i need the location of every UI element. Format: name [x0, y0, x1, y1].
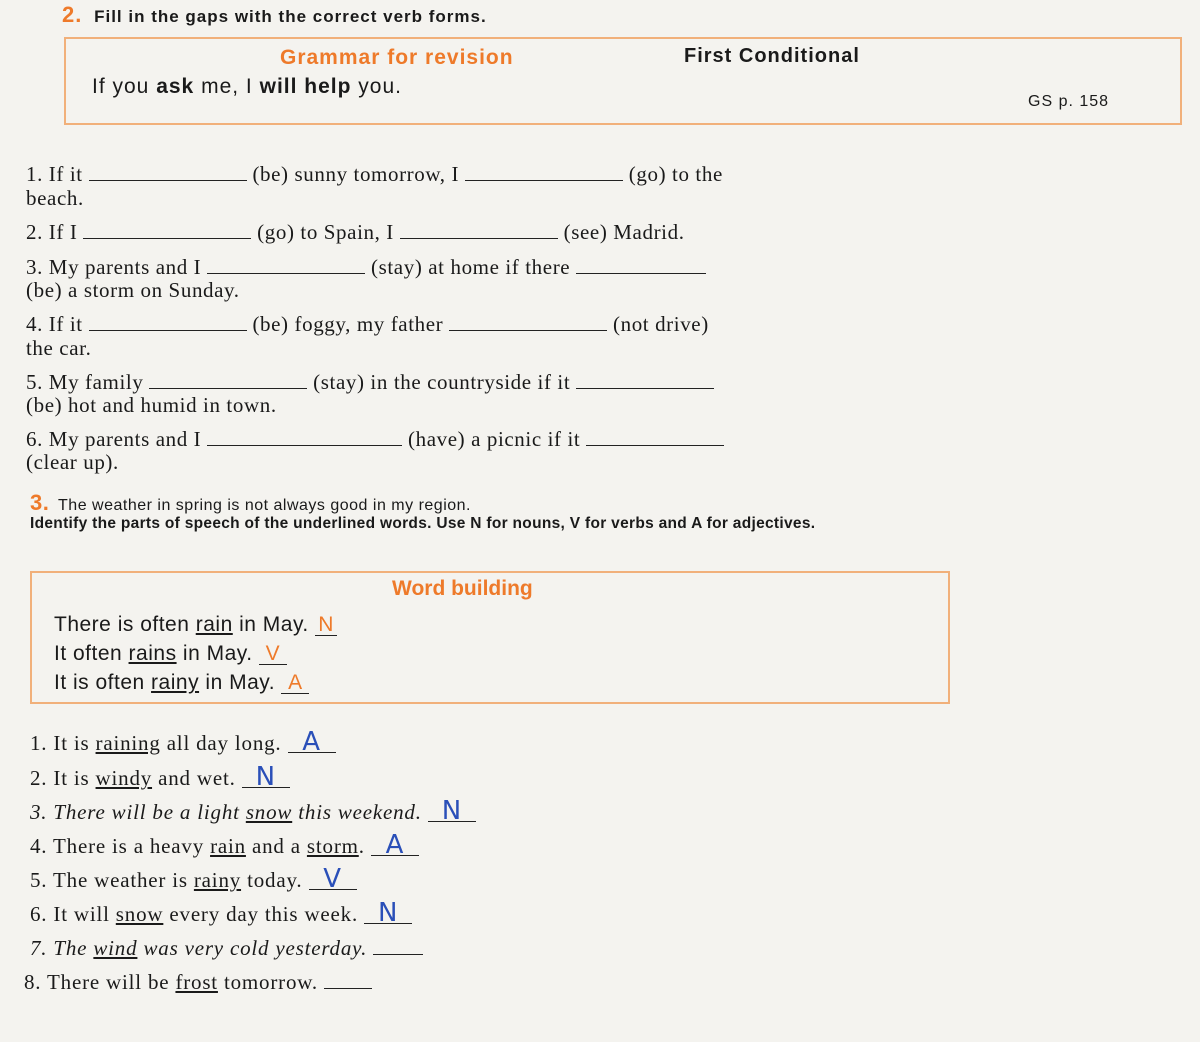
sentence-text: (go) to Spain, I [257, 220, 394, 244]
underlined-word: wind [93, 936, 138, 960]
underlined-word: windy [95, 766, 153, 790]
example-line [54, 642, 287, 666]
underlined-word: rainy [151, 671, 200, 694]
underlined-word: storm [306, 834, 359, 858]
grammar-example [92, 75, 402, 99]
task-text: 6. It will [30, 902, 116, 926]
task-4 [30, 830, 419, 860]
exercise-2-title [62, 2, 487, 28]
handwritten-answer[interactable]: N [364, 903, 412, 924]
sentence-text: 4. If it [26, 312, 83, 336]
sentence-text: (stay) in the countryside if it [313, 370, 571, 394]
example-answer: N [315, 615, 337, 636]
example-text: in May. [176, 642, 253, 665]
example-text: you. [351, 75, 402, 98]
sentence-5-cont: (be) hot and humid in town. [26, 393, 277, 417]
example-answer: A [281, 673, 309, 694]
task-3 [30, 796, 476, 826]
answer-blank[interactable] [373, 954, 423, 955]
underlined-word: raining [95, 731, 161, 755]
sentence-4-cont: the car. [26, 336, 92, 360]
task-text: 8. There will be [24, 970, 176, 994]
underlined-word: rain [210, 834, 246, 858]
underlined-word: snow [115, 902, 164, 926]
exercise-3-instruction: Identify the parts of speech of the underlined words. Use N for nouns, V for verbs and A for adjectives. [30, 515, 816, 532]
sentence-text: (go) to the [628, 162, 723, 186]
task-text: 1. It is [30, 731, 96, 755]
underlined-word: snow [245, 800, 293, 824]
example-bold: will help [259, 75, 352, 98]
gap-blank[interactable] [449, 312, 607, 331]
task-text: all day long. [160, 731, 282, 755]
sentence-text: (stay) at home if there [371, 255, 571, 279]
grammar-heading: Grammar for revision [280, 46, 514, 69]
gap-blank[interactable] [83, 220, 251, 239]
gap-blank[interactable] [149, 370, 307, 389]
exercise-number: 2. [62, 2, 83, 27]
sentence-text: (see) Madrid. [563, 220, 685, 244]
example-text: in May. [232, 613, 309, 636]
sentence-2 [26, 220, 685, 244]
gap-blank[interactable] [89, 162, 247, 181]
underlined-word: rain [195, 613, 233, 636]
task-text: 3. There will be a light [30, 800, 246, 824]
grammar-topic: First Conditional [684, 45, 860, 67]
gap-blank[interactable] [89, 312, 247, 331]
task-text: every day this week. [163, 902, 358, 926]
grammar-reference: GS p. 158 [1028, 93, 1110, 110]
task-text: and a [245, 834, 307, 858]
sentence-text: (have) a picnic if it [408, 427, 581, 451]
sentence-4 [26, 312, 709, 336]
example-text: It often [54, 642, 129, 665]
handwritten-answer[interactable]: N [428, 801, 476, 822]
task-text: 2. It is [30, 766, 96, 790]
task-text: 4. There is a heavy [30, 834, 211, 858]
word-building-heading: Word building [392, 577, 533, 600]
sentence-text: 5. My family [26, 370, 144, 394]
sentence-text: 6. My parents and I [26, 427, 202, 451]
sentence-1-cont: beach. [26, 186, 84, 210]
sentence-text: 2. If I [26, 220, 78, 244]
intro-text: The weather in spring is not always good in my region. [58, 497, 471, 514]
task-text: this weekend. [292, 800, 422, 824]
handwritten-answer[interactable]: A [288, 732, 336, 753]
sentence-3 [26, 255, 706, 279]
gap-blank[interactable] [400, 220, 558, 239]
sentence-6-cont: (clear up). [26, 450, 119, 474]
task-1 [30, 727, 336, 757]
handwritten-answer[interactable]: N [242, 767, 290, 788]
task-5 [30, 864, 357, 894]
underlined-word: rains [128, 642, 177, 665]
gap-blank[interactable] [586, 427, 724, 446]
task-7 [30, 936, 423, 961]
sentence-text: (not drive) [613, 312, 709, 336]
task-2 [30, 762, 290, 792]
task-text: tomorrow. [217, 970, 318, 994]
sentence-text: (be) sunny tomorrow, I [252, 162, 460, 186]
task-text: . [358, 834, 365, 858]
example-answer: V [259, 644, 287, 665]
sentence-text: 1. If it [26, 162, 83, 186]
word-building-box [30, 571, 950, 704]
sentence-5 [26, 370, 714, 394]
example-line [54, 671, 309, 695]
grammar-box [64, 37, 1182, 125]
sentence-6 [26, 427, 724, 451]
underlined-word: rainy [193, 868, 242, 892]
task-text: and wet. [152, 766, 236, 790]
example-text: If you [92, 75, 157, 98]
task-text: 7. The [30, 936, 94, 960]
task-text: was very cold yesterday. [137, 936, 368, 960]
gap-blank[interactable] [207, 255, 365, 274]
example-text: in May. [199, 671, 276, 694]
task-text: today. [241, 868, 303, 892]
sentence-text: 3. My parents and I [26, 255, 202, 279]
handwritten-answer[interactable]: A [371, 835, 419, 856]
task-text: 5. The weather is [30, 868, 194, 892]
gap-blank[interactable] [576, 370, 714, 389]
gap-blank[interactable] [465, 162, 623, 181]
example-line [54, 613, 337, 637]
underlined-word: frost [175, 970, 218, 994]
gap-blank[interactable] [207, 427, 402, 446]
sentence-3-cont: (be) a storm on Sunday. [26, 278, 240, 302]
example-bold: ask [156, 75, 195, 98]
gap-blank[interactable] [576, 255, 706, 274]
example-text: It is often [54, 671, 152, 694]
task-6 [30, 898, 412, 928]
exercise-number: 3. [30, 490, 50, 515]
sentence-text: (be) foggy, my father [252, 312, 444, 336]
example-text: me, I [194, 75, 260, 98]
exercise-instruction: Fill in the gaps with the correct verb forms. [94, 7, 487, 26]
task-8 [24, 970, 372, 995]
handwritten-answer[interactable]: V [309, 869, 357, 890]
example-text: There is often [54, 613, 196, 636]
sentence-1 [26, 162, 723, 186]
answer-blank[interactable] [324, 988, 372, 989]
